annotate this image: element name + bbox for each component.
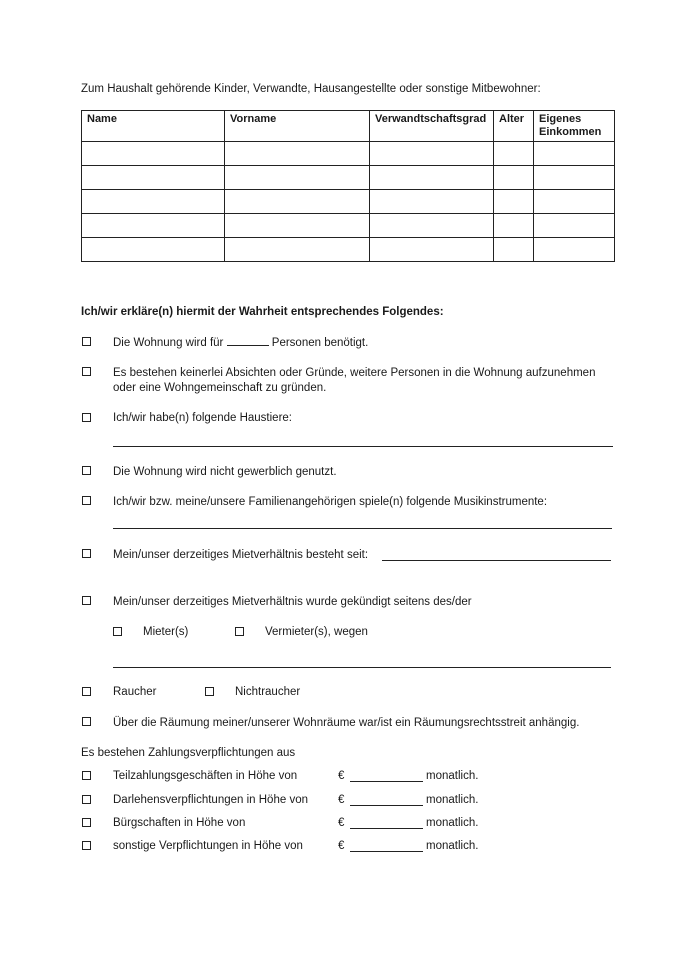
- cell-einkommen[interactable]: [534, 214, 615, 238]
- cell-einkommen[interactable]: [534, 142, 615, 166]
- payment-suffix: monatlich.: [426, 794, 479, 806]
- cell-vorname[interactable]: [225, 166, 370, 190]
- termination-reason-line[interactable]: [113, 667, 611, 668]
- persons-checkbox[interactable]: [82, 337, 91, 346]
- payment-label: Darlehensverpflichtungen in Höhe von: [113, 794, 308, 806]
- no-intent-line1: Es bestehen keinerlei Absichten oder Gründe, weitere Personen in die Wohnung aufzunehmen: [113, 367, 596, 379]
- cell-name[interactable]: [82, 214, 225, 238]
- payment-amount-field[interactable]: [350, 828, 423, 829]
- payment-amount-field[interactable]: [350, 781, 423, 782]
- tenant-label: Mieter(s): [143, 626, 189, 638]
- nonsmoker-label: Nichtraucher: [235, 686, 301, 698]
- landlord-label: Vermieter(s), wegen: [265, 626, 368, 638]
- eviction-label: Über die Räumung meiner/unserer Wohnräume war/ist ein Räumungsrechtsstreit anhängig.: [113, 717, 580, 729]
- cell-name[interactable]: [82, 166, 225, 190]
- payment-checkbox[interactable]: [82, 841, 91, 850]
- cell-vorname[interactable]: [225, 214, 370, 238]
- payments-title: Es bestehen Zahlungsverpflichtungen aus: [81, 747, 296, 759]
- payment-checkbox[interactable]: [82, 771, 91, 780]
- cell-alter[interactable]: [494, 142, 534, 166]
- payment-label: Bürgschaften in Höhe von: [113, 817, 246, 829]
- currency-symbol: €: [338, 840, 345, 852]
- no-intent-checkbox[interactable]: [82, 367, 91, 376]
- table-row: [82, 190, 615, 214]
- table-row: [82, 238, 615, 262]
- pets-checkbox[interactable]: [82, 413, 91, 422]
- smoker-checkbox[interactable]: [82, 687, 91, 696]
- cell-verwandtschaftsgrad[interactable]: [370, 166, 494, 190]
- eviction-checkbox[interactable]: [82, 717, 91, 726]
- not-commercial-checkbox[interactable]: [82, 466, 91, 475]
- table-row: [82, 142, 615, 166]
- cell-einkommen[interactable]: [534, 190, 615, 214]
- smoker-label: Raucher: [113, 686, 157, 698]
- payment-amount-field[interactable]: [350, 805, 423, 806]
- cell-alter[interactable]: [494, 166, 534, 190]
- table-row: [82, 214, 615, 238]
- nonsmoker-checkbox[interactable]: [205, 687, 214, 696]
- cell-alter[interactable]: [494, 238, 534, 262]
- table-row: [82, 166, 615, 190]
- cell-verwandtschaftsgrad[interactable]: [370, 190, 494, 214]
- not-commercial-label: Die Wohnung wird nicht gewerblich genutzt.: [113, 466, 337, 478]
- header-einkommen: Eigenes Einkommen: [534, 111, 615, 142]
- pets-answer-line[interactable]: [113, 446, 613, 447]
- household-intro: Zum Haushalt gehörende Kinder, Verwandte, Hausangestellte oder sonstige Mitbewohner:: [81, 83, 541, 95]
- instruments-label: Ich/wir bzw. meine/unsere Familienangehörigen spiele(n) folgende Musikinstrumente:: [113, 496, 548, 508]
- cell-einkommen[interactable]: [534, 238, 615, 262]
- cell-vorname[interactable]: [225, 142, 370, 166]
- currency-symbol: €: [338, 817, 345, 829]
- payment-amount-field[interactable]: [350, 851, 423, 852]
- cell-verwandtschaftsgrad[interactable]: [370, 214, 494, 238]
- payment-checkbox[interactable]: [82, 818, 91, 827]
- payment-label: Teilzahlungsgeschäften in Höhe von: [113, 770, 298, 782]
- payment-suffix: monatlich.: [426, 817, 479, 829]
- header-name: Name: [82, 111, 225, 142]
- cell-alter[interactable]: [494, 214, 534, 238]
- tenancy-terminated-label: Mein/unser derzeitiges Mietverhältnis wurde gekündigt seitens des/der: [113, 596, 472, 608]
- tenancy-since-label: Mein/unser derzeitiges Mietverhältnis besteht seit:: [113, 549, 369, 561]
- table-header-row: [82, 111, 615, 142]
- persons-suffix: Personen benötigt.: [271, 337, 369, 349]
- declaration-title: Ich/wir erkläre(n) hiermit der Wahrheit entsprechendes Folgendes:: [81, 306, 444, 318]
- currency-symbol: €: [338, 794, 345, 806]
- tenancy-terminated-checkbox[interactable]: [82, 596, 91, 605]
- currency-symbol: €: [338, 770, 345, 782]
- persons-count-field[interactable]: [227, 335, 269, 346]
- payment-suffix: monatlich.: [426, 770, 479, 782]
- instruments-answer-line[interactable]: [113, 528, 612, 529]
- payment-suffix: monatlich.: [426, 840, 479, 852]
- cell-vorname[interactable]: [225, 190, 370, 214]
- header-verwandtschaftsgrad: Verwandtschaftsgrad: [370, 111, 494, 142]
- cell-einkommen[interactable]: [534, 166, 615, 190]
- payment-label: sonstige Verpflichtungen in Höhe von: [113, 840, 303, 852]
- tenant-checkbox[interactable]: [113, 627, 122, 636]
- cell-name[interactable]: [82, 190, 225, 214]
- no-intent-line2: oder eine Wohngemeinschaft zu gründen.: [113, 382, 327, 394]
- header-alter: Alter: [494, 111, 534, 142]
- cell-name[interactable]: [82, 142, 225, 166]
- header-vorname: Vorname: [225, 111, 370, 142]
- cell-alter[interactable]: [494, 190, 534, 214]
- cell-verwandtschaftsgrad[interactable]: [370, 142, 494, 166]
- persons-prefix: Die Wohnung wird für: [113, 337, 224, 349]
- instruments-checkbox[interactable]: [82, 496, 91, 505]
- cell-verwandtschaftsgrad[interactable]: [370, 238, 494, 262]
- persons-statement: [113, 335, 368, 350]
- household-table: [81, 110, 615, 262]
- payment-checkbox[interactable]: [82, 795, 91, 804]
- tenancy-since-checkbox[interactable]: [82, 549, 91, 558]
- tenancy-since-field[interactable]: [382, 560, 611, 561]
- cell-vorname[interactable]: [225, 238, 370, 262]
- pets-label: Ich/wir habe(n) folgende Haustiere:: [113, 412, 292, 424]
- landlord-checkbox[interactable]: [235, 627, 244, 636]
- cell-name[interactable]: [82, 238, 225, 262]
